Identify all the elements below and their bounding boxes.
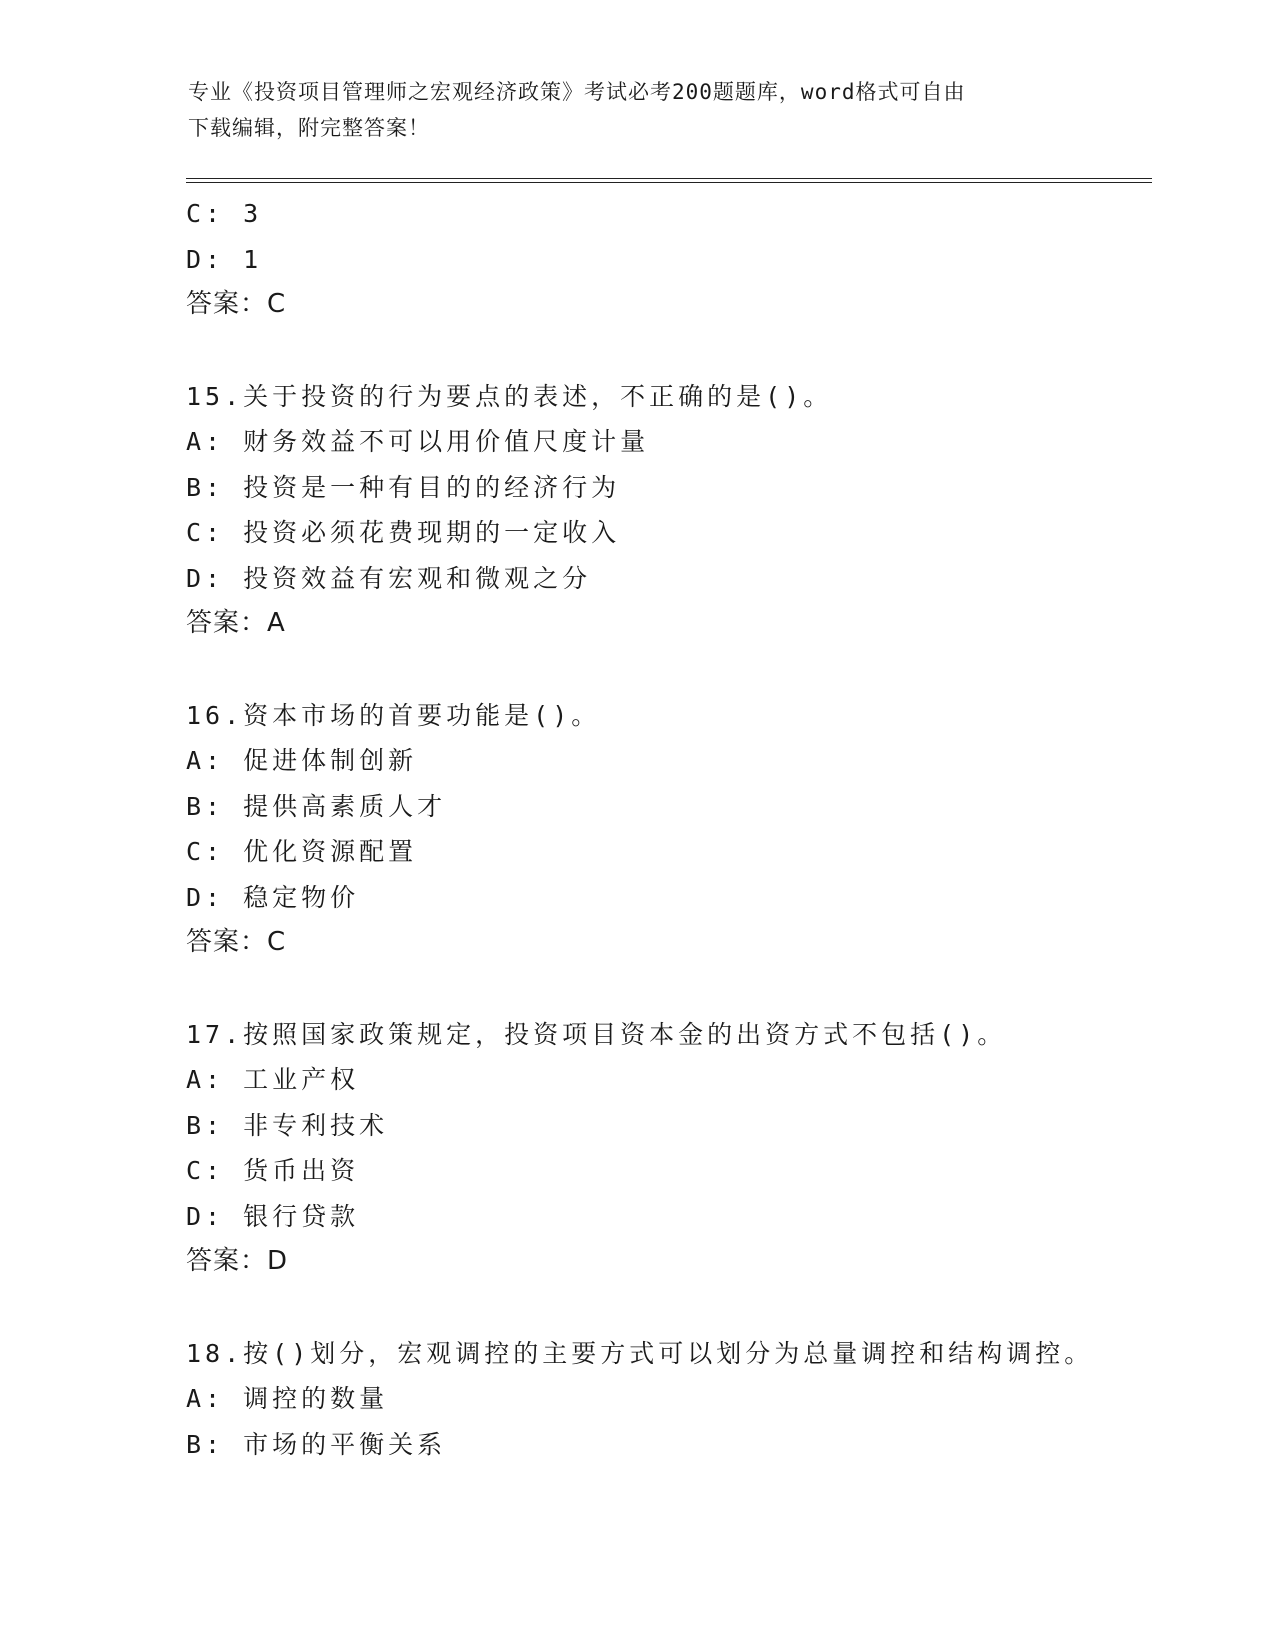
option-b: B: 投资是一种有目的的经济行为 bbox=[186, 472, 621, 502]
answer: 答案：C bbox=[186, 289, 287, 319]
header-divider-bottom bbox=[186, 182, 1152, 183]
question-stem: 16.资本市场的首要功能是()。 bbox=[186, 700, 601, 730]
question-list bbox=[186, 191, 1146, 1467]
spacer bbox=[186, 647, 1146, 693]
spacer bbox=[186, 1285, 1146, 1331]
option-c: C: 3 bbox=[186, 199, 263, 228]
document-header bbox=[188, 74, 1068, 146]
question-18 bbox=[186, 1331, 1146, 1468]
option-a: A: 财务效益不可以用价值尺度计量 bbox=[186, 427, 650, 456]
option-d: D: 稳定物价 bbox=[186, 882, 360, 912]
spacer bbox=[186, 328, 1146, 374]
header-divider-top bbox=[186, 178, 1152, 179]
question-15 bbox=[186, 374, 1146, 647]
header-line-2: 下载编辑，附完整答案！ bbox=[188, 116, 430, 140]
question-16 bbox=[186, 693, 1146, 966]
option-c: C: 投资必须花费现期的一定收入 bbox=[186, 518, 621, 547]
option-a: A: 工业产权 bbox=[186, 1065, 360, 1094]
option-c: C: 货币出资 bbox=[186, 1156, 360, 1185]
answer: 答案：C bbox=[186, 927, 287, 957]
option-b: B: 提供高素质人才 bbox=[186, 791, 447, 821]
option-c: C: 优化资源配置 bbox=[186, 837, 418, 866]
question-stem: 18.按()划分，宏观调控的主要方式可以划分为总量调控和结构调控。 bbox=[186, 1338, 1094, 1368]
option-b: B: 市场的平衡关系 bbox=[186, 1429, 447, 1459]
option-d: D: 银行贷款 bbox=[186, 1201, 360, 1231]
header-line-1: 专业《投资项目管理师之宏观经济政策》考试必考200题题库，word格式可自由 bbox=[188, 80, 966, 104]
spacer bbox=[186, 966, 1146, 1012]
answer: 答案：A bbox=[186, 608, 286, 638]
option-a: A: 调控的数量 bbox=[186, 1384, 389, 1413]
option-a: A: 促进体制创新 bbox=[186, 746, 418, 775]
question-stem: 17.按照国家政策规定，投资项目资本金的出资方式不包括()。 bbox=[186, 1019, 1007, 1049]
option-d: D: 投资效益有宏观和微观之分 bbox=[186, 563, 592, 593]
question-17 bbox=[186, 1012, 1146, 1285]
question-stem: 15.关于投资的行为要点的表述，不正确的是()。 bbox=[186, 381, 833, 411]
answer: 答案：D bbox=[186, 1246, 289, 1276]
option-b: B: 非专利技术 bbox=[186, 1110, 389, 1140]
option-d: D: 1 bbox=[186, 244, 263, 274]
question-14-tail bbox=[186, 191, 1146, 328]
